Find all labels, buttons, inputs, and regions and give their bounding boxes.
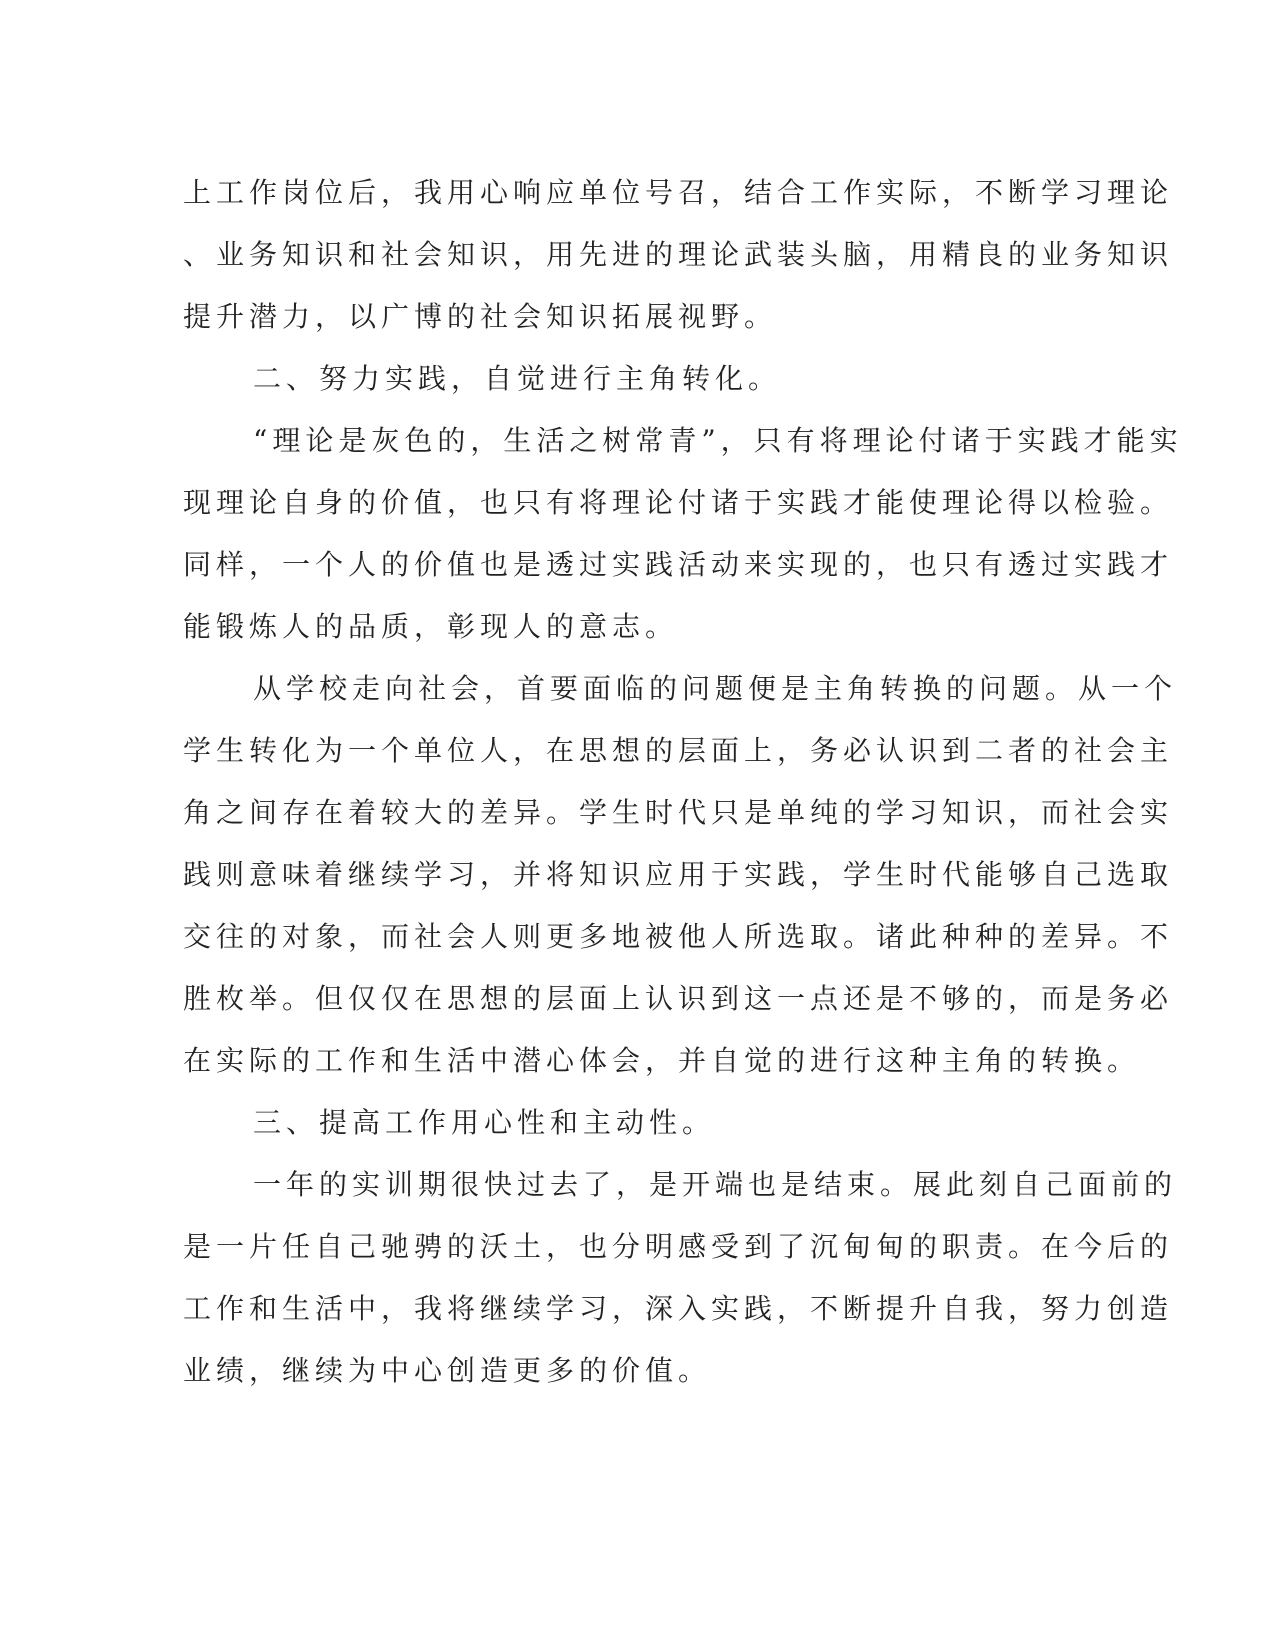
text-line: “理论是灰色的，生活之树常青”，只有将理论付诸于实践才能实	[253, 424, 1183, 457]
text-line: 是一片任自己驰骋的沃土，也分明感受到了沉甸甸的职责。在今后的	[183, 1230, 1174, 1263]
section-heading: 二、努力实践，自觉进行主角转化。	[253, 362, 782, 395]
text-line: 同样，一个人的价值也是透过实践活动来实现的，也只有透过实践才	[183, 548, 1174, 581]
text-line: 胜枚举。但仅仅在思想的层面上认识到这一点还是不够的，而是务必	[183, 982, 1174, 1015]
document-body	[183, 162, 1183, 1402]
text-line: 从学校走向社会，首要面临的问题便是主角转换的问题。从一个	[253, 672, 1178, 705]
text-line: 践则意味着继续学习，并将知识应用于实践，学生时代能够自己选取	[183, 858, 1174, 891]
text-line: 、业务知识和社会知识，用先进的理论武装头脑，用精良的业务知识	[183, 238, 1174, 271]
section-heading: 三、提高工作用心性和主动性。	[253, 1106, 716, 1139]
text-line: 在实际的工作和生活中潜心体会，并自觉的进行这种主角的转换。	[183, 1044, 1141, 1077]
text-line: 现理论自身的价值，也只有将理论付诸于实践才能使理论得以检验。	[183, 486, 1174, 519]
text-line: 上工作岗位后，我用心响应单位号召，结合工作实际，不断学习理论	[183, 176, 1174, 209]
text-line: 业绩，继续为中心创造更多的价值。	[183, 1354, 712, 1387]
text-line: 工作和生活中，我将继续学习，深入实践，不断提升自我，努力创造	[183, 1292, 1174, 1325]
text-line: 能锻炼人的品质，彰现人的意志。	[183, 610, 679, 643]
text-line: 角之间存在着较大的差异。学生时代只是单纯的学习知识，而社会实	[183, 796, 1174, 829]
text-line: 提升潜力，以广博的社会知识拓展视野。	[183, 300, 778, 333]
text-line: 学生转化为一个单位人，在思想的层面上，务必认识到二者的社会主	[183, 734, 1174, 767]
text-line: 一年的实训期很快过去了，是开端也是结束。展此刻自己面前的	[253, 1168, 1178, 1201]
text-line: 交往的对象，而社会人则更多地被他人所选取。诸此种种的差异。不	[183, 920, 1174, 953]
